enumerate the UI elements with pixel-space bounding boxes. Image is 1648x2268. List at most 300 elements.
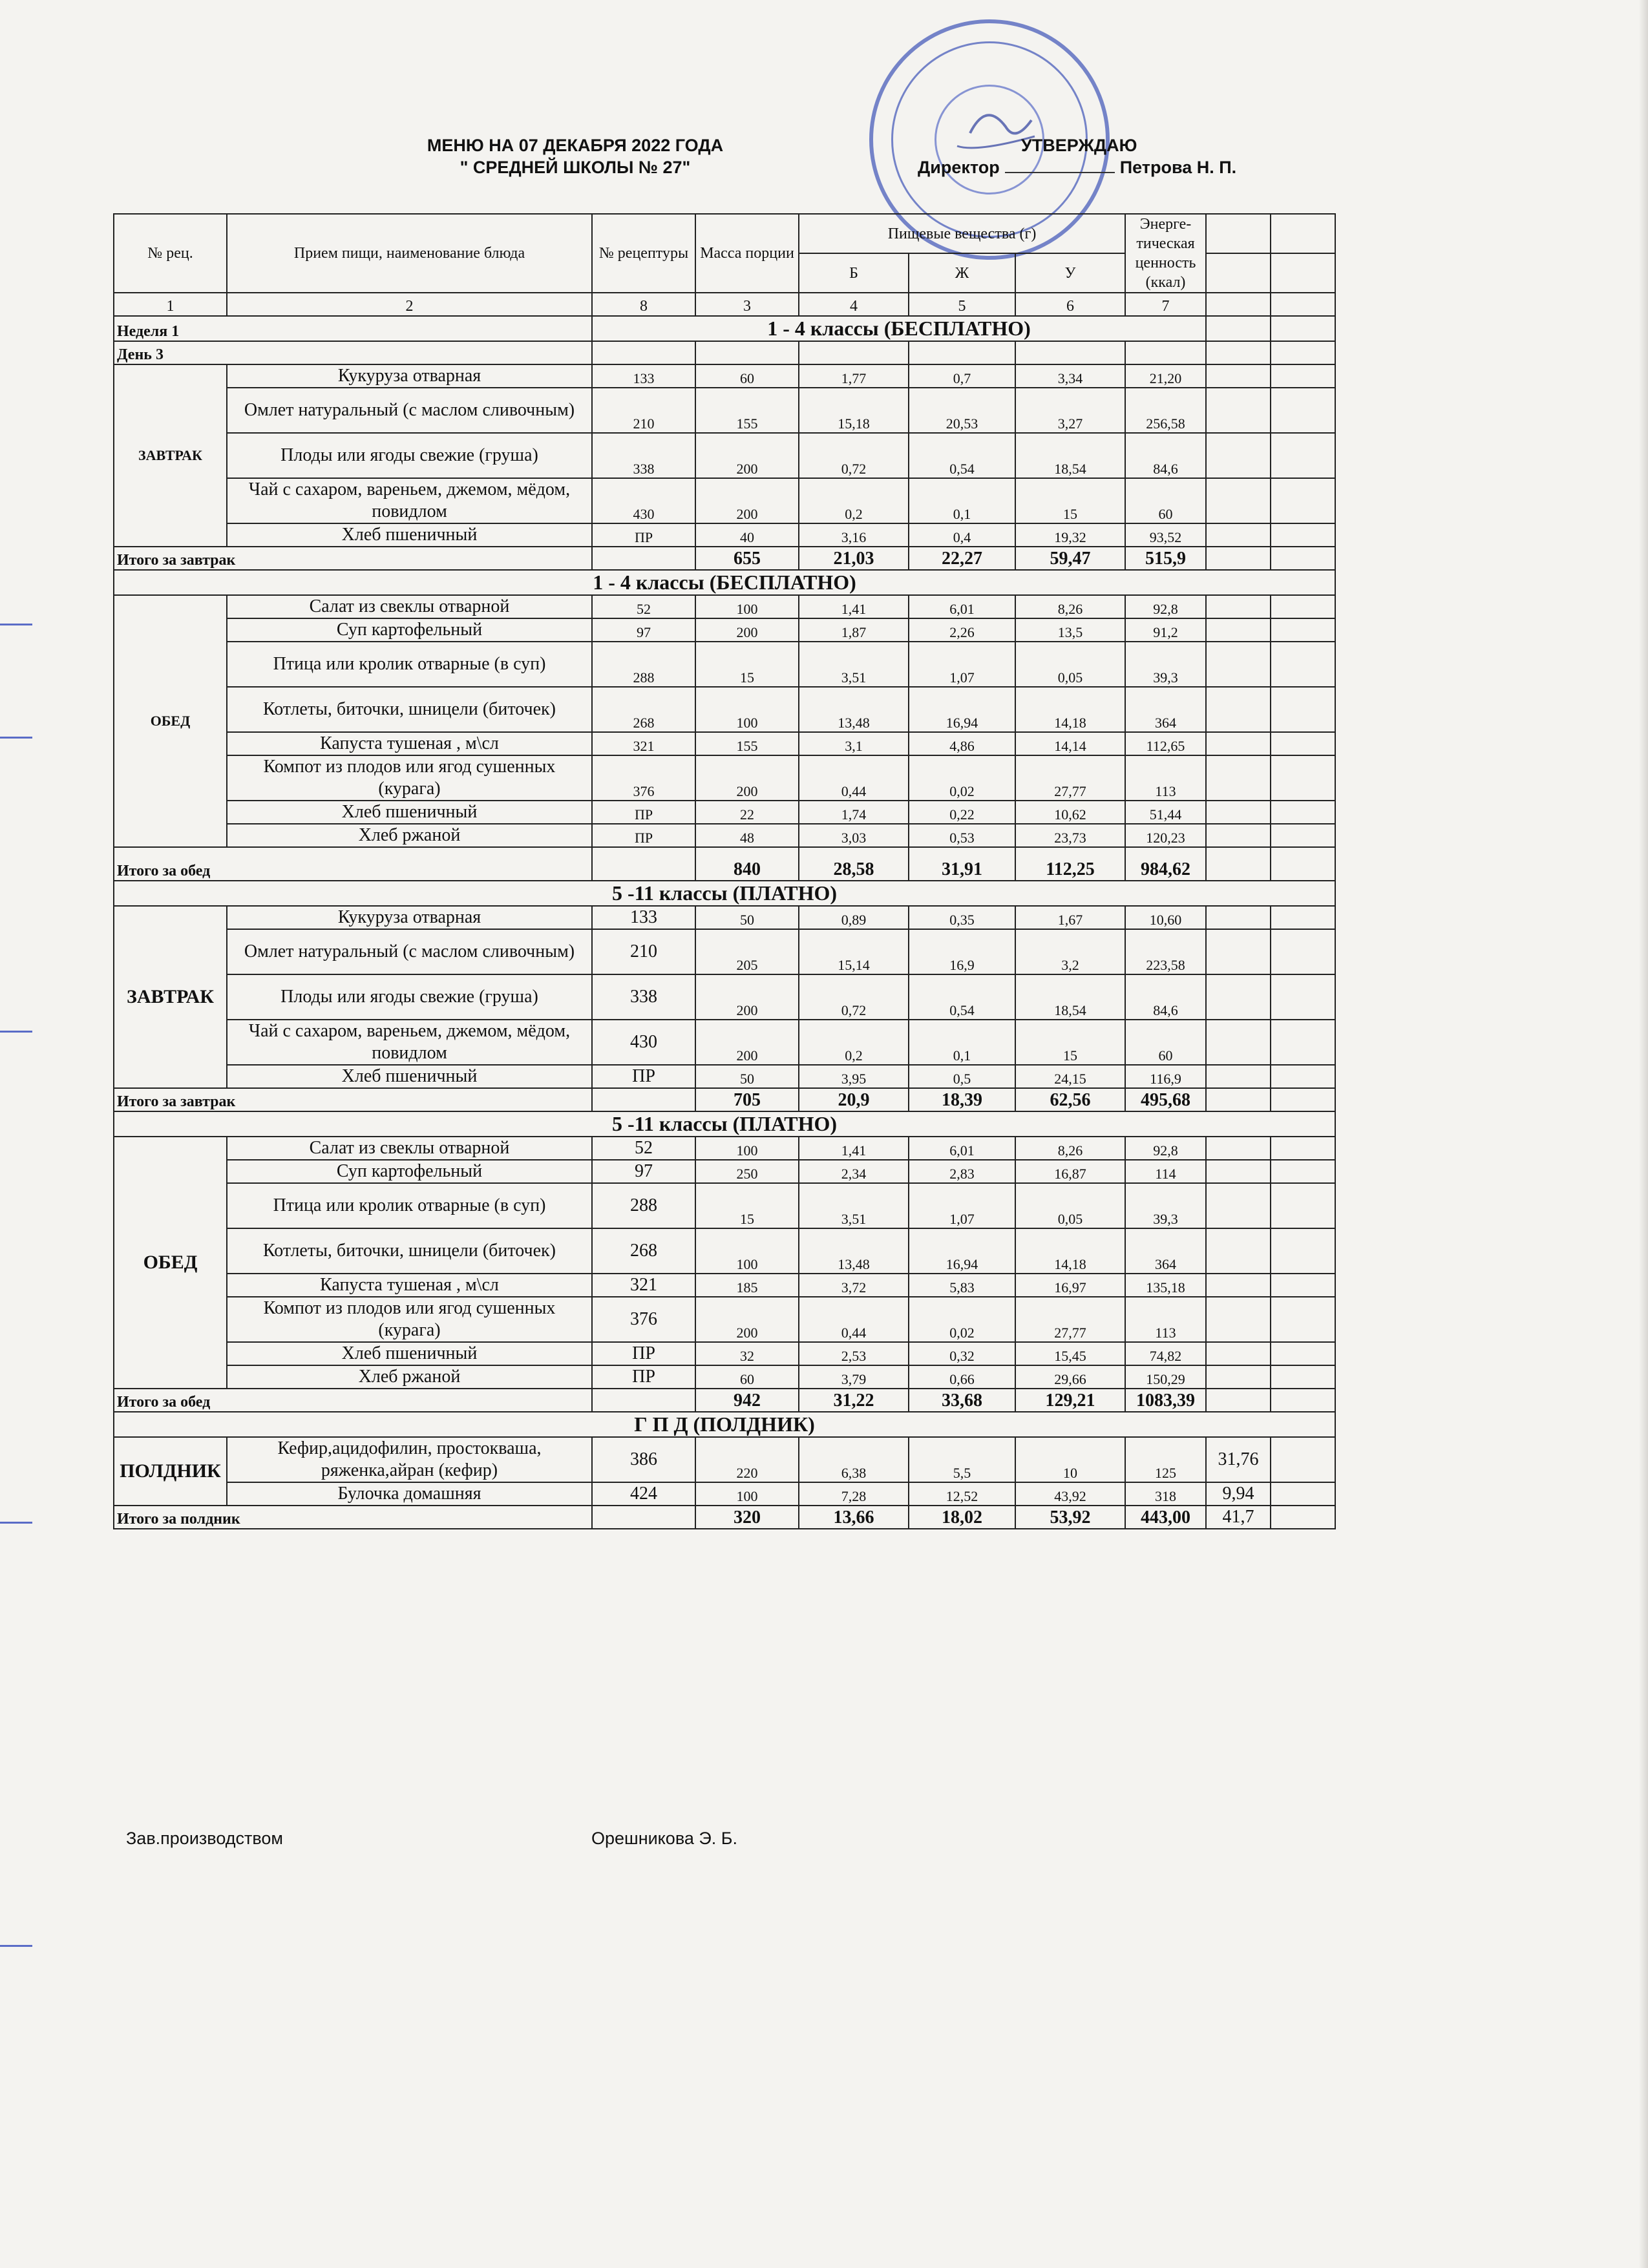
table-row <box>114 1437 1335 1482</box>
footer-role: Зав.производством <box>126 1829 283 1848</box>
dish-name: Омлет натуральный (с маслом сливочным) <box>227 388 592 433</box>
protein: 1,87 <box>799 618 909 642</box>
recipe-no: 386 <box>592 1437 695 1482</box>
portion-mass: 100 <box>695 595 799 618</box>
col-nutrients: Пищевые вещества (г) <box>799 214 1125 253</box>
table-row <box>114 732 1335 755</box>
total-row <box>114 1506 1335 1529</box>
energy: 84,6 <box>1125 433 1206 478</box>
dish-name: Кефир,ацидофилин, простокваша, ряженка,айран (кефир) <box>227 1437 592 1482</box>
portion-mass: 32 <box>695 1342 799 1365</box>
recipe-no: 288 <box>592 642 695 687</box>
recipe-no: 430 <box>592 1020 695 1065</box>
section-title: 1 - 4 классы (БЕСПЛАТНО) <box>592 316 1206 341</box>
table-row <box>114 642 1335 687</box>
dish-name: Салат из свеклы отварной <box>227 1137 592 1160</box>
carbs: 0,05 <box>1015 642 1125 687</box>
col-recipe-no: № рецептуры <box>592 214 695 293</box>
protein: 2,53 <box>799 1342 909 1365</box>
table-row <box>114 1137 1335 1160</box>
dish-name: Хлеб пшеничный <box>227 1065 592 1088</box>
extra-value: 9,94 <box>1206 1482 1271 1506</box>
dish-name: Хлеб ржаной <box>227 1365 592 1389</box>
fat: 0,4 <box>909 523 1015 547</box>
carbs: 27,77 <box>1015 755 1125 801</box>
energy: 150,29 <box>1125 1365 1206 1389</box>
dish-name: Компот из плодов или ягод сушенных (курага) <box>227 1297 592 1342</box>
fat: 1,07 <box>909 1183 1015 1228</box>
total-row <box>114 547 1335 570</box>
table-row <box>114 595 1335 618</box>
title-line-2: " СРЕДНЕЙ ШКОЛЫ № 27" <box>460 158 691 177</box>
col-dish: Прием пищи, наименование блюда <box>227 214 592 293</box>
meal-label: ОБЕД <box>114 595 227 847</box>
week-label: Неделя 1 <box>114 316 592 341</box>
table-row <box>114 687 1335 732</box>
energy: 125 <box>1125 1437 1206 1482</box>
footer-name: Орешникова Э. Б. <box>591 1829 738 1848</box>
dish-name: Птица или кролик отварные (в суп) <box>227 1183 592 1228</box>
group-sn <box>114 1412 1335 1529</box>
protein: 3,95 <box>799 1065 909 1088</box>
group-l2 <box>114 1111 1335 1412</box>
fat: 0,1 <box>909 1020 1015 1065</box>
protein: 0,72 <box>799 974 909 1020</box>
portion-mass: 15 <box>695 1183 799 1228</box>
total-energy: 1083,39 <box>1125 1389 1206 1412</box>
carbs: 43,92 <box>1015 1482 1125 1506</box>
carbs: 8,26 <box>1015 1137 1125 1160</box>
table-row <box>114 1160 1335 1183</box>
protein: 15,14 <box>799 929 909 974</box>
protein: 13,48 <box>799 687 909 732</box>
energy: 120,23 <box>1125 824 1206 847</box>
carbs: 15 <box>1015 478 1125 523</box>
total-carbs: 112,25 <box>1015 847 1125 881</box>
col-rec-no: № рец. <box>114 214 227 293</box>
section-row <box>114 1412 1335 1437</box>
col-mass: Масса порции <box>695 214 799 293</box>
carbs: 14,18 <box>1015 687 1125 732</box>
dish-name: Булочка домашняя <box>227 1482 592 1506</box>
table-row <box>114 1297 1335 1342</box>
section-row <box>114 570 1335 595</box>
portion-mass: 155 <box>695 388 799 433</box>
protein: 0,2 <box>799 1020 909 1065</box>
extra-value: 31,76 <box>1206 1437 1271 1482</box>
portion-mass: 155 <box>695 732 799 755</box>
total-row <box>114 847 1335 881</box>
portion-mass: 50 <box>695 1065 799 1088</box>
fat: 6,01 <box>909 1137 1015 1160</box>
dish-name: Суп картофельный <box>227 618 592 642</box>
total-mass: 705 <box>695 1088 799 1111</box>
protein: 3,51 <box>799 1183 909 1228</box>
fat: 0,54 <box>909 433 1015 478</box>
energy: 60 <box>1125 1020 1206 1065</box>
recipe-no: 424 <box>592 1482 695 1506</box>
table-row <box>114 478 1335 523</box>
section-title: 5 -11 классы (ПЛАТНО) <box>114 1111 1335 1137</box>
fat: 0,02 <box>909 755 1015 801</box>
protein: 1,74 <box>799 801 909 824</box>
fat: 16,94 <box>909 687 1015 732</box>
carbs: 29,66 <box>1015 1365 1125 1389</box>
fat: 0,54 <box>909 974 1015 1020</box>
table-row <box>114 618 1335 642</box>
recipe-no: 321 <box>592 732 695 755</box>
carbs: 16,97 <box>1015 1274 1125 1297</box>
carbs: 3,27 <box>1015 388 1125 433</box>
energy: 10,60 <box>1125 906 1206 929</box>
portion-mass: 100 <box>695 1137 799 1160</box>
total-mass: 655 <box>695 547 799 570</box>
recipe-no: ПР <box>592 1365 695 1389</box>
total-carbs: 59,47 <box>1015 547 1125 570</box>
fat: 0,53 <box>909 824 1015 847</box>
table-row <box>114 1020 1335 1065</box>
table-row <box>114 364 1335 388</box>
protein: 7,28 <box>799 1482 909 1506</box>
protein: 1,77 <box>799 364 909 388</box>
portion-mass: 200 <box>695 974 799 1020</box>
protein: 2,34 <box>799 1160 909 1183</box>
carbs: 18,54 <box>1015 974 1125 1020</box>
energy: 93,52 <box>1125 523 1206 547</box>
col-u: У <box>1015 253 1125 293</box>
energy: 51,44 <box>1125 801 1206 824</box>
energy: 116,9 <box>1125 1065 1206 1088</box>
total-label: Итого за завтрак <box>114 547 592 570</box>
protein: 3,1 <box>799 732 909 755</box>
dish-name: Салат из свеклы отварной <box>227 595 592 618</box>
table-row <box>114 974 1335 1020</box>
table-row <box>114 523 1335 547</box>
recipe-no: 210 <box>592 929 695 974</box>
energy: 92,8 <box>1125 595 1206 618</box>
energy: 91,2 <box>1125 618 1206 642</box>
portion-mass: 200 <box>695 1020 799 1065</box>
recipe-no: 133 <box>592 364 695 388</box>
fat: 0,7 <box>909 364 1015 388</box>
col-energy: Энерге-тическая ценность (ккал) <box>1125 214 1206 293</box>
table-row <box>114 1183 1335 1228</box>
carbs: 3,34 <box>1015 364 1125 388</box>
recipe-no: 321 <box>592 1274 695 1297</box>
carbs: 10 <box>1015 1437 1125 1482</box>
fat: 16,9 <box>909 929 1015 974</box>
recipe-no: ПР <box>592 1342 695 1365</box>
dish-name: Капуста тушеная , м\сл <box>227 732 592 755</box>
recipe-no: 133 <box>592 906 695 929</box>
protein: 0,89 <box>799 906 909 929</box>
dish-name: Чай с сахаром, вареньем, джемом, мёдом, повидлом <box>227 1020 592 1065</box>
table-row <box>114 929 1335 974</box>
total-carbs: 62,56 <box>1015 1088 1125 1111</box>
total-energy: 443,00 <box>1125 1506 1206 1529</box>
dish-name: Чай с сахаром, вареньем, джемом, мёдом, повидлом <box>227 478 592 523</box>
table-row <box>114 801 1335 824</box>
energy: 39,3 <box>1125 642 1206 687</box>
carbs: 18,54 <box>1015 433 1125 478</box>
portion-mass: 200 <box>695 433 799 478</box>
energy: 74,82 <box>1125 1342 1206 1365</box>
total-fat: 18,02 <box>909 1506 1015 1529</box>
total-protein: 28,58 <box>799 847 909 881</box>
fat: 0,02 <box>909 1297 1015 1342</box>
section-title: Г П Д (ПОЛДНИК) <box>114 1412 1335 1437</box>
menu-title <box>362 134 788 178</box>
total-carbs: 129,21 <box>1015 1389 1125 1412</box>
column-numbers-row: 1 2 8 3 4 5 6 7 <box>114 293 1335 316</box>
protein: 3,79 <box>799 1365 909 1389</box>
total-energy: 495,68 <box>1125 1088 1206 1111</box>
section-row <box>114 1111 1335 1137</box>
total-fat: 18,39 <box>909 1088 1015 1111</box>
fat: 16,94 <box>909 1228 1015 1274</box>
carbs: 27,77 <box>1015 1297 1125 1342</box>
fat: 6,01 <box>909 595 1015 618</box>
recipe-no: 52 <box>592 595 695 618</box>
protein: 1,41 <box>799 1137 909 1160</box>
table-row <box>114 1342 1335 1365</box>
carbs: 1,67 <box>1015 906 1125 929</box>
dish-name: Кукуруза отварная <box>227 906 592 929</box>
protein: 13,48 <box>799 1228 909 1274</box>
carbs: 15,45 <box>1015 1342 1125 1365</box>
dish-name: Суп картофельный <box>227 1160 592 1183</box>
portion-mass: 40 <box>695 523 799 547</box>
carbs: 14,14 <box>1015 732 1125 755</box>
fat: 0,1 <box>909 478 1015 523</box>
portion-mass: 100 <box>695 1482 799 1506</box>
protein: 1,41 <box>799 595 909 618</box>
portion-mass: 22 <box>695 801 799 824</box>
fat: 2,83 <box>909 1160 1015 1183</box>
table-head <box>114 214 1335 364</box>
total-fat: 22,27 <box>909 547 1015 570</box>
total-label: Итого за завтрак <box>114 1088 592 1111</box>
dish-name: Котлеты, биточки, шницели (биточек) <box>227 687 592 732</box>
fat: 0,22 <box>909 801 1015 824</box>
energy: 113 <box>1125 755 1206 801</box>
total-extra: 41,7 <box>1206 1506 1271 1529</box>
protein: 0,44 <box>799 755 909 801</box>
fat: 20,53 <box>909 388 1015 433</box>
recipe-no: 97 <box>592 1160 695 1183</box>
dish-name: Хлеб пшеничный <box>227 801 592 824</box>
title-line-1: МЕНЮ НА 07 ДЕКАБРЯ 2022 ГОДА <box>427 136 724 155</box>
recipe-no: 268 <box>592 687 695 732</box>
total-fat: 31,91 <box>909 847 1015 881</box>
protein: 0,44 <box>799 1297 909 1342</box>
director-name: Петрова Н. П. <box>1119 158 1237 177</box>
energy: 112,65 <box>1125 732 1206 755</box>
total-protein: 21,03 <box>799 547 909 570</box>
total-mass: 840 <box>695 847 799 881</box>
portion-mass: 50 <box>695 906 799 929</box>
portion-mass: 200 <box>695 755 799 801</box>
fat: 0,66 <box>909 1365 1015 1389</box>
table-row <box>114 1065 1335 1088</box>
table-row <box>114 1274 1335 1297</box>
table-row <box>114 755 1335 801</box>
recipe-no: 338 <box>592 974 695 1020</box>
section-row <box>114 881 1335 906</box>
protein: 3,03 <box>799 824 909 847</box>
portion-mass: 15 <box>695 642 799 687</box>
dish-name: Омлет натуральный (с маслом сливочным) <box>227 929 592 974</box>
total-fat: 33,68 <box>909 1389 1015 1412</box>
carbs: 0,05 <box>1015 1183 1125 1228</box>
approval-block <box>892 134 1293 178</box>
dish-name: Капуста тушеная , м\сл <box>227 1274 592 1297</box>
portion-mass: 205 <box>695 929 799 974</box>
table-row <box>114 824 1335 847</box>
recipe-no: 376 <box>592 755 695 801</box>
day-label: День 3 <box>114 341 592 364</box>
total-row <box>114 1389 1335 1412</box>
portion-mass: 100 <box>695 1228 799 1274</box>
total-carbs: 53,92 <box>1015 1506 1125 1529</box>
energy: 256,58 <box>1125 388 1206 433</box>
table-row <box>114 433 1335 478</box>
dish-name: Хлеб пшеничный <box>227 1342 592 1365</box>
carbs: 14,18 <box>1015 1228 1125 1274</box>
group-b2 <box>114 881 1335 1111</box>
energy: 84,6 <box>1125 974 1206 1020</box>
fat: 1,07 <box>909 642 1015 687</box>
dish-name: Птица или кролик отварные (в суп) <box>227 642 592 687</box>
dish-name: Плоды или ягоды свежие (груша) <box>227 433 592 478</box>
total-protein: 20,9 <box>799 1088 909 1111</box>
protein: 3,72 <box>799 1274 909 1297</box>
meal-label: ЗАВТРАК <box>114 906 227 1088</box>
energy: 92,8 <box>1125 1137 1206 1160</box>
scan-mark <box>0 737 32 739</box>
energy: 60 <box>1125 478 1206 523</box>
energy: 113 <box>1125 1297 1206 1342</box>
table-row <box>114 906 1335 929</box>
scan-mark <box>0 624 32 625</box>
total-label: Итого за обед <box>114 847 592 881</box>
recipe-no: ПР <box>592 824 695 847</box>
recipe-no: 210 <box>592 388 695 433</box>
protein: 0,2 <box>799 478 909 523</box>
total-mass: 942 <box>695 1389 799 1412</box>
meal-label: ЗАВТРАК <box>114 364 227 547</box>
recipe-no: 52 <box>592 1137 695 1160</box>
carbs: 24,15 <box>1015 1065 1125 1088</box>
recipe-no: ПР <box>592 1065 695 1088</box>
page-edge <box>1639 0 1648 2268</box>
section-row <box>114 316 1335 341</box>
portion-mass: 60 <box>695 1365 799 1389</box>
approve-label: УТВЕРЖДАЮ <box>1021 136 1137 155</box>
carbs: 10,62 <box>1015 801 1125 824</box>
total-mass: 320 <box>695 1506 799 1529</box>
table-row <box>114 1482 1335 1506</box>
energy: 114 <box>1125 1160 1206 1183</box>
energy: 364 <box>1125 1228 1206 1274</box>
total-energy: 984,62 <box>1125 847 1206 881</box>
dish-name: Кукуруза отварная <box>227 364 592 388</box>
meal-label: ПОЛДНИК <box>114 1437 227 1506</box>
fat: 0,5 <box>909 1065 1015 1088</box>
portion-mass: 200 <box>695 478 799 523</box>
fat: 2,26 <box>909 618 1015 642</box>
scan-mark <box>0 1031 32 1033</box>
col-b: Б <box>799 253 909 293</box>
col-zh: Ж <box>909 253 1015 293</box>
total-label: Итого за обед <box>114 1389 592 1412</box>
group-b1 <box>114 364 1335 570</box>
portion-mass: 250 <box>695 1160 799 1183</box>
total-label: Итого за полдник <box>114 1506 592 1529</box>
dish-name: Котлеты, биточки, шницели (биточек) <box>227 1228 592 1274</box>
dish-name: Хлеб пшеничный <box>227 523 592 547</box>
protein: 0,72 <box>799 433 909 478</box>
recipe-no: 288 <box>592 1183 695 1228</box>
group-l1 <box>114 570 1335 881</box>
energy: 364 <box>1125 687 1206 732</box>
carbs: 15 <box>1015 1020 1125 1065</box>
portion-mass: 60 <box>695 364 799 388</box>
table-row <box>114 1365 1335 1389</box>
scan-mark <box>0 1945 32 1947</box>
total-row <box>114 1088 1335 1111</box>
dish-name: Плоды или ягоды свежие (груша) <box>227 974 592 1020</box>
protein: 3,51 <box>799 642 909 687</box>
recipe-no: 338 <box>592 433 695 478</box>
meal-label: ОБЕД <box>114 1137 227 1389</box>
fat: 0,32 <box>909 1342 1015 1365</box>
carbs: 13,5 <box>1015 618 1125 642</box>
fat: 0,35 <box>909 906 1015 929</box>
energy: 318 <box>1125 1482 1206 1506</box>
recipe-no: ПР <box>592 801 695 824</box>
signature-line <box>1005 172 1115 173</box>
fat: 5,5 <box>909 1437 1015 1482</box>
carbs: 19,32 <box>1015 523 1125 547</box>
section-title: 1 - 4 классы (БЕСПЛАТНО) <box>114 570 1335 595</box>
recipe-no: 268 <box>592 1228 695 1274</box>
recipe-no: 97 <box>592 618 695 642</box>
scan-mark <box>0 1522 32 1524</box>
director-label: Директор <box>918 158 1000 177</box>
fat: 5,83 <box>909 1274 1015 1297</box>
menu-table <box>113 213 1336 1529</box>
dish-name: Компот из плодов или ягод сушенных (курага) <box>227 755 592 801</box>
total-protein: 13,66 <box>799 1506 909 1529</box>
dish-name: Хлеб ржаной <box>227 824 592 847</box>
recipe-no: 430 <box>592 478 695 523</box>
energy: 39,3 <box>1125 1183 1206 1228</box>
total-energy: 515,9 <box>1125 547 1206 570</box>
table-row <box>114 1228 1335 1274</box>
portion-mass: 185 <box>695 1274 799 1297</box>
portion-mass: 100 <box>695 687 799 732</box>
energy: 223,58 <box>1125 929 1206 974</box>
portion-mass: 200 <box>695 618 799 642</box>
energy: 21,20 <box>1125 364 1206 388</box>
energy: 135,18 <box>1125 1274 1206 1297</box>
recipe-no: 376 <box>592 1297 695 1342</box>
carbs: 8,26 <box>1015 595 1125 618</box>
fat: 12,52 <box>909 1482 1015 1506</box>
protein: 15,18 <box>799 388 909 433</box>
portion-mass: 200 <box>695 1297 799 1342</box>
